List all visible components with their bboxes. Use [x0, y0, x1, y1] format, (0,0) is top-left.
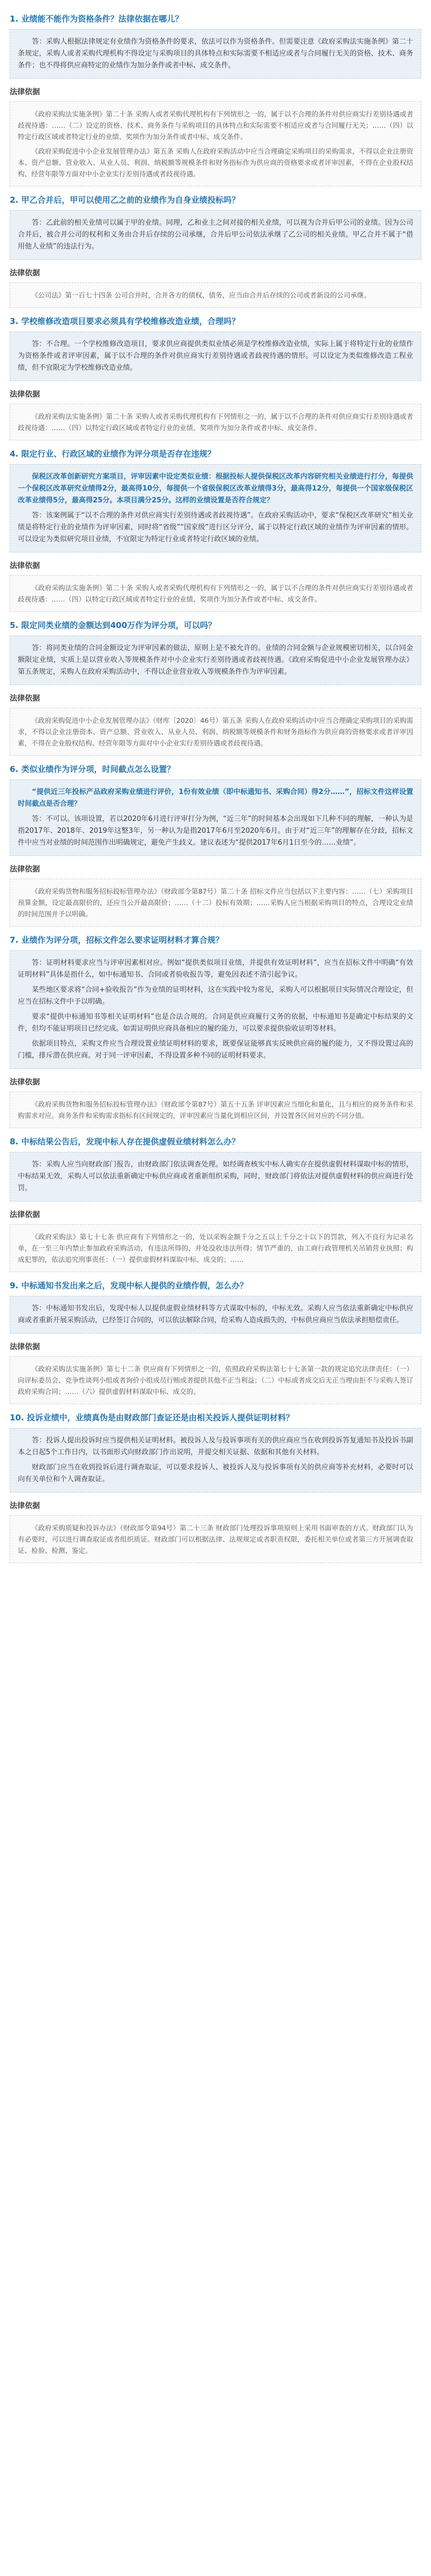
- answer-text: 答：不合理。一个学校维修改造项目，要求供应商提供类似业绩必须是学校维修改造业绩，实际上属于将特定行业的业绩作为资格条件或者评审因素，属于以不合理的条件对供应商实行差别待遇或者歧视待遇的情形。可以设定为类似维修改造工程业绩，但不宜限定为学校维修改造业绩。: [18, 340, 413, 372]
- qa-section-9: [10, 1280, 421, 1404]
- law-box: [10, 1356, 421, 1404]
- answer-text: 要求“提供中标通知书等相关证明材料”也是合法合规的。合同是供应商履行义务的依据，中标通知书是确定中标结果的文件，但均不能证明项目已经完成。如需证明供应商具备相应的履约能力，可以要求提供验收证明等材料。: [18, 1013, 413, 1033]
- law-text: 《政府采购法实施条例》第二十条 采购人或者采购代理机构有下列情形之一的，属于以不合理的条件对供应商实行差别待遇或者歧视待遇：……（二）设定的资格、技术、商务条件与采购项目的具体特点和实际需要不相适应或者与合同履行无关；……（四）以特定行政区域或者特定行业的业绩、奖项作为加分条件或者中标、成交条件。: [18, 110, 413, 141]
- answer-text: 答：投诉人提出投诉时应当提供相关证明材料。被投诉人及与投诉事项有关的供应商应当在收到投诉答复通知书及投诉书副本之日起5个工作日内，以书面形式向财政部门作出说明，并提交相关证据、依据和其他有关材料。: [18, 1437, 413, 1456]
- answer-text: 答：该案例属于“以不合理的条件对供应商实行差别待遇或者歧视待遇”。在政府采购活动中，要求“保税区改革研究”相关业绩是将特定行业的业绩作为评审因素，同时将“省级”“国家级”进行区分评分，属于以特定行政区域的业绩作为评审因素的情形。可以设定为类似研究项目业绩，不宜限定为特定行业或者特定行政区域的业绩。: [18, 512, 413, 543]
- law-text: 《政府采购法实施条例》第二十条 采购人或者采购代理机构有下列情形之一的，属于以不合理的条件对供应商实行差别待遇或者歧视待遇：……（四）以特定行政区域或者特定行业的业绩、奖项作为加分条件或者中标、成交条件。: [18, 412, 413, 432]
- law-heading: 法律依据: [10, 694, 40, 703]
- law-text: 《政府采购质疑和投诉办法》（财政部令第94号）第二十三条 财政部门处理投诉事项原则上采用书面审查的方式。财政部门认为有必要时，可以进行调查取证或者组织质证。财政部门可以根据法律、法规规定或者职责权限，委托相关单位或者第三方开展调查取证、检验、检测、鉴定。: [18, 1524, 413, 1555]
- law-text: 《政府采购促进中小企业发展管理办法》第五条 采购人在政府采购活动中应当合理确定采购项目的采购需求，不得以企业注册资本、资产总额、营业收入、从业人员、利润、纳税额等规模条件和财务指标作为供应商的资格要求或者评审因素，不得在企业股权结构、经营年限等方面对中小企业实行差别待遇或者歧视待遇。: [18, 147, 413, 178]
- law-heading: 法律依据: [10, 88, 40, 96]
- law-text: 《政府采购法实施条例》第二十条 采购人或者采购代理机构有下列情形之一的，属于以不合理的条件对供应商实行差别待遇或者歧视待遇：……（四）以特定行政区域或者特定行业的业绩、奖项作为加分条件或者中标、成交条件。: [18, 584, 413, 603]
- question-title: 1. 业绩能不能作为资格条件？法律依据在哪儿？: [10, 14, 183, 24]
- question-title: 10. 投诉业绩中，业绩真伪是由财政部门查证还是由相关投诉人提供证明材料？: [10, 1413, 294, 1422]
- qa-section-8: [10, 1136, 421, 1272]
- law-text: 《政府采购法实施条例》第七十二条 供应商有下列情形之一的，依照政府采购法第七十七条第一款的规定追究法律责任：（一）向评标委员会、竞争性谈判小组或者询价小组成员行贿或者提供其他不正当利益；（二）中标或者成交后无正当理由拒不与采购人签订政府采购合同；……（六）提供虚假材料谋取中标、成交的。: [18, 1365, 413, 1396]
- answer-box: [10, 950, 421, 1069]
- law-text: 《政府采购法》第七十七条 供应商有下列情形之一的，处以采购金额千分之五以上千分之十以下的罚款，列入不良行为记录名单，在一至三年内禁止参加政府采购活动，有违法所得的，并处没收违法所得；情节严重的，由工商行政管理机关吊销营业执照；构成犯罪的，依法追究刑事责任：（一）提供虚假材料谋取中标、成交的；……: [18, 1233, 413, 1263]
- question-title: 6. 类似业绩作为评分项，时间截点怎么设置？: [10, 764, 175, 774]
- question-title: 9. 中标通知书发出来之后，发现中标人提供的业绩作假，怎么办？: [10, 1281, 248, 1290]
- question-title: 4. 限定行业、行政区域的业绩作为评分项是否存在违规？: [10, 449, 216, 459]
- answer-text: 答：不可以。该项设置，若以2020年6月进行评审打分为例，“近三年”的时间基本会出现如下几种不同的理解，一种认为是指2017年、2018年、2019年这整3年，另一种认为是指2017年6月至2020年6月。由于对“近三年”的理解存在分歧，招标文件中应当对业绩的时间范围作出明确规定，避免产生歧义。建议表述为“提供2017年6月1日至今的……业绩”。: [18, 815, 413, 847]
- law-heading: 法律依据: [10, 562, 40, 570]
- law-box: [10, 101, 421, 187]
- qa-section-10: [10, 1412, 421, 1563]
- law-box: [10, 879, 421, 927]
- qa-section-2: [10, 194, 421, 308]
- law-box: [10, 1092, 421, 1128]
- question-title: 5. 限定同类业绩的金额达到400万作为评分项，可以吗？: [10, 620, 216, 630]
- answer-box: [10, 779, 421, 856]
- law-box: [10, 708, 421, 756]
- law-heading: 法律依据: [10, 269, 40, 278]
- law-box: [10, 404, 421, 440]
- answer-text: 答：证明材料要求应当与评审因素相对应。例如“提供类似项目业绩，并提供有效证明材料”，应当在招标文件中明确“有效证明材料”具体是指什么，如中标通知书、合同或者验收报告等，避免因表述不清引起争议。: [18, 959, 413, 979]
- law-heading: 法律依据: [10, 1502, 40, 1510]
- qa-section-7: [10, 934, 421, 1128]
- case-highlight: “提供近三年投标产品政府采购业绩进行评价，1份有效业绩（即中标通知书、采购合同）得2分……”，招标文件这样设置时间截点是否合理？: [18, 788, 413, 808]
- answer-text: 答：采购人根据法律规定有业绩作为资格条件的要求，依法可以作为资格条件。但需要注意《政府采购法实施条例》第二十条规定，采购人或者采购代理机构不得设定与采购项目的具体特点和实际需要不相适应或者与合同履行无关的资格、技术、商务条件；也不得将供应商特定的业绩作为加分条件或者中标、成交条件。: [18, 38, 413, 70]
- law-heading: 法律依据: [10, 1211, 40, 1219]
- answer-text: 依据项目特点，采购文件应当合理设置业绩证明材料的要求，既要保证能够真实反映供应商的履约能力，又不得设置过高的门槛，排斥潜在供应商。对于同一评审因素，不得设置多种不同的证明材料要求。: [18, 1040, 413, 1060]
- law-heading: 法律依据: [10, 390, 40, 399]
- answer-text: 财政部门应当在收到投诉后进行调查取证，可以要求投诉人、被投诉人及与投诉事项有关的供应商等补充材料，必要时可以向有关单位和个人调查取证。: [18, 1463, 413, 1483]
- answer-text: 答：中标通知书发出后，发现中标人以提供虚假业绩材料等方式谋取中标的，中标无效。采购人应当依法重新确定中标供应商或者重新开展采购活动，已经签订合同的，可以依法解除合同，给采购人造成损失的，中标供应商应当依法承担赔偿责任。: [18, 1304, 413, 1324]
- answer-box: [10, 1296, 421, 1334]
- question-title: 7. 业绩作为评分项，招标文件怎么要求证明材料才算合规？: [10, 935, 224, 945]
- law-text: 《政府采购货物和服务招标投标管理办法》（财政部令第87号）第五十五条 评审因素应当细化和量化，且与相应的商务条件和采购需求对应。商务条件和采购需求指标有区间规定的，评审因素应当量化到相应区间，并设置各区间对应的不同分值。: [18, 1100, 413, 1120]
- answer-box: [10, 464, 421, 553]
- law-box: [10, 575, 421, 612]
- question-title: 8. 中标结果公告后，发现中标人存在提供虚假业绩材料怎么办？: [10, 1137, 240, 1147]
- answer-text: 答：将同类业绩的合同金额设定为评审因素的做法，原则上是不被允许的。业绩的合同金额与企业规模密切相关，以合同金额限定业绩，实质上是以营业收入等规模条件对中小企业实行差别待遇或者歧视待遇。《政府采购促进中小企业发展管理办法》第五条规定，采购人在政府采购活动中，不得以企业营业收入等规模条件作为评审因素。: [18, 644, 413, 676]
- answer-box: [10, 636, 421, 685]
- qa-section-1: [10, 13, 421, 187]
- qa-section-6: [10, 763, 421, 927]
- answer-text: 某些地区要求将“合同+验收报告”作为业绩的证明材料，这在实践中较为常见，采购人可以根据项目实际情况合理设定，但应当在招标文件中予以明确。: [18, 986, 413, 1006]
- law-text: 《政府采购促进中小企业发展管理办法》（财库〔2020〕46号）第五条 采购人在政府采购活动中应当合理确定采购项目的采购需求，不得以企业注册资本、资产总额、营业收入、从业人员、利润、纳税额等规模条件和财务指标作为供应商的资格要求或者评审因素，不得在企业股权结构、经营年限等方面对中小企业实行差别待遇或者歧视待遇。: [18, 716, 413, 747]
- qa-section-4: [10, 448, 421, 612]
- answer-text: 答：采购人应当向财政部门报告，由财政部门依法调查处理。如经调查核实中标人确实存在提供虚假材料谋取中标的情形，中标结果无效，采购人可以依法重新确定中标供应商或者重新组织采购，同时，财政部门将依法对提供虚假材料的供应商进行处罚。: [18, 1161, 413, 1192]
- answer-text: 答：乙此前的相关业绩可以属于甲的业绩。同理，乙和业主之间对接的相关业绩，可以视为合并后甲公司的业绩。因为公司合并后，被合并公司的权利和义务由合并后存续的公司承继，合并后甲公司依法承继了乙公司的相关业绩。甲乙合并不属于“借用他人业绩”的违法行为。: [18, 219, 413, 251]
- law-heading: 法律依据: [10, 1078, 40, 1087]
- qa-section-5: [10, 619, 421, 756]
- law-box: [10, 1224, 421, 1272]
- question-title: 2. 甲乙合并后，甲可以使用乙之前的业绩作为自身业绩投标吗？: [10, 195, 240, 205]
- answer-box: [10, 332, 421, 381]
- law-text: 《公司法》第一百七十四条 公司合并时，合并各方的债权、债务，应当由合并后存续的公司或者新设的公司承继。: [31, 291, 371, 299]
- answer-box: [10, 29, 421, 79]
- answer-box: [10, 1152, 421, 1201]
- answer-box: [10, 210, 421, 260]
- law-box: [10, 282, 421, 308]
- law-heading: 法律依据: [10, 1343, 40, 1351]
- question-title: 3. 学校维修改造项目要求必须具有学校维修改造业绩，合理吗？: [10, 316, 240, 326]
- law-text: 《政府采购货物和服务招标投标管理办法》（财政部令第87号）第二十条 招标文件应当包括以下主要内容：……（七）采购项目预算金额，设定最高限价的，还应当公开最高限价；……（十二）投标有效期；……采购人应当根据采购项目的特点，合理设定业绩的时间范围并予以明确。: [18, 887, 413, 918]
- qa-section-3: [10, 315, 421, 440]
- case-highlight: 保税区改革创新研究方案项目，评审因素中设定类似业绩：根据投标人提供保税区改革内容研究相关业绩进行打分，每提供一个保税区改革研究业绩得2分，最高得10分，每提供一个省级保税区改革业绩得3分，最高得12分，每提供一个国家级保税区改革业绩得5分，最高得25分。本项目满分25分。这样的业绩设置是否符合规定？: [18, 473, 413, 505]
- law-box: [10, 1515, 421, 1563]
- law-heading: 法律依据: [10, 865, 40, 874]
- answer-box: [10, 1428, 421, 1493]
